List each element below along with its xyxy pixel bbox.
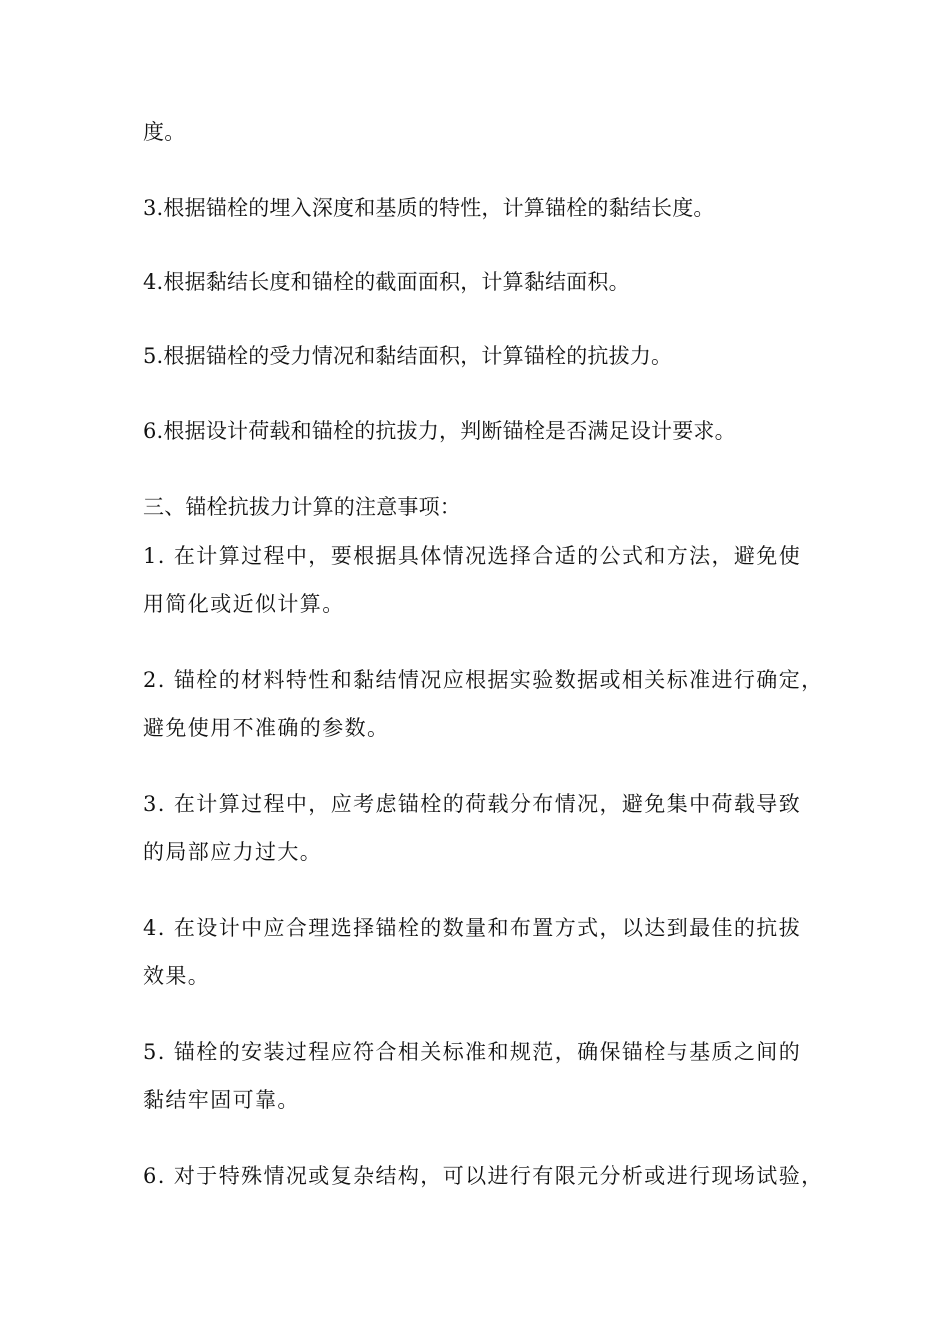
section-heading: 三、锚栓抗拔力计算的注意事项： [143,495,461,519]
note-3-line-1: 3. 在计算过程中，应考虑锚栓的荷载分布情况，避免集中荷载导致 [143,792,802,816]
paragraph-continuation: 度。 [143,120,186,144]
step-6: 6.根据设计荷载和锚栓的抗拔力，判断锚栓是否满足设计要求。 [143,419,736,443]
step-3: 3.根据锚栓的埋入深度和基质的特性，计算锚栓的黏结长度。 [143,196,715,220]
step-4: 4.根据黏结长度和锚栓的截面面积，计算黏结面积。 [143,270,630,294]
note-4-line-2: 效果。 [143,964,211,988]
note-5-line-2: 黏结牢固可靠。 [143,1088,300,1112]
note-2-line-1: 2. 锚栓的材料特性和黏结情况应根据实验数据或相关标准进行确定， [143,668,824,692]
note-4-line-1: 4. 在设计中应合理选择锚栓的数量和布置方式，以达到最佳的抗拔 [143,916,802,940]
note-1-line-2: 用简化或近似计算。 [143,592,345,616]
note-2-line-2: 避免使用不准确的参数。 [143,716,390,740]
note-5-line-1: 5. 锚栓的安装过程应符合相关标准和规范，确保锚栓与基质之间的 [143,1040,802,1064]
note-6-line-1: 6. 对于特殊情况或复杂结构，可以进行有限元分析或进行现场试验， [143,1164,824,1188]
note-1-line-1: 1. 在计算过程中，要根据具体情况选择合适的公式和方法，避免使 [143,544,802,568]
note-3-line-2: 的局部应力过大。 [143,840,323,864]
step-5: 5.根据锚栓的受力情况和黏结面积，计算锚栓的抗拔力。 [143,344,673,368]
